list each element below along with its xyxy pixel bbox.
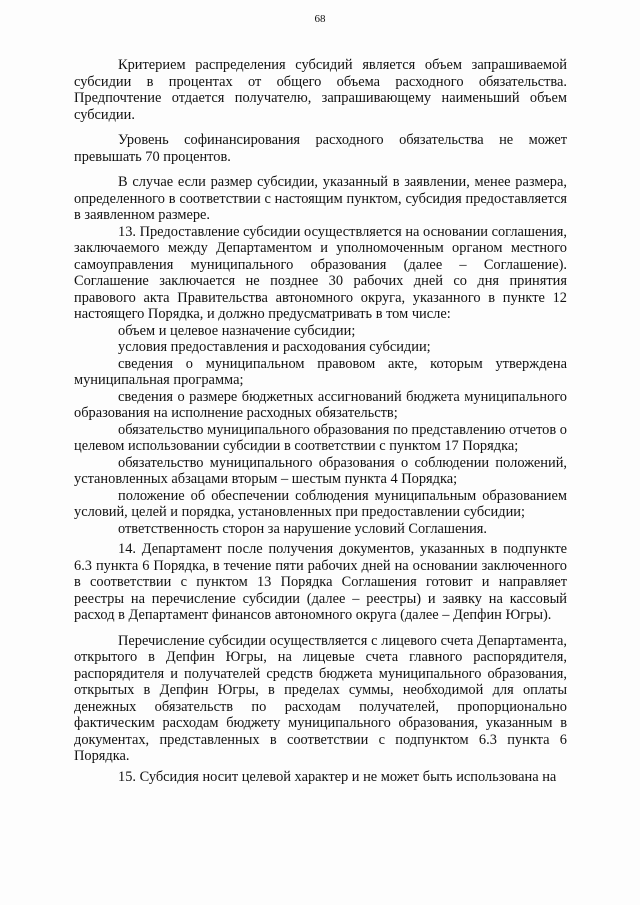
document-body — [74, 57, 567, 785]
paragraph-selection-criterion: Критерием распределения субсидий является объем запрашиваемой субсидии в процентах от общего объема расходного обязательства. Предпочтение отдается получателю, запрашивающему наименьший объем субсидии. — [74, 57, 567, 123]
list-item-conditions: условия предоставления и расходования субсидии; — [118, 339, 431, 355]
list-item-budget-allocations: сведения о размере бюджетных ассигнований бюджета муниципального образования на исполнение расходных обязательств; — [74, 388, 567, 421]
paragraph-requested-amount: В случае если размер субсидии, указанный в заявлении, менее размера, определенного в соответствии с настоящим пунктом, субсидия предоставляется в заявленном размере. — [74, 174, 567, 223]
list-item-liability: ответственность сторон за нарушение условий Соглашения. — [118, 520, 487, 537]
paragraph-item-14: 14. Департамент после получения документов, указанных в подпункте 6.3 пункта 6 Порядка, в течение пяти рабочих дней на основании заключенного в соответствии с пунктом 13 Порядка Соглашения готовит и направляет реестры на перечисление субсидии (далее – реестры) и заявку на кассовый расход в Департамент финансов автономного округа (далее – Депфин Югры). — [74, 541, 567, 623]
list-item-enforcement-provision: положение об обеспечении соблюдения муниципальным образованием условий, целей и порядка, установленных при предоставлении субсидии; — [74, 487, 567, 520]
paragraph-cofinancing-level: Уровень софинансирования расходного обязательства не может превышать 70 процентов. — [74, 132, 567, 165]
page-number: 68 — [314, 13, 326, 25]
paragraph-item-15: 15. Субсидия носит целевой характер и не может быть использована на — [118, 768, 557, 785]
list-item-compliance-obligation: обязательство муниципального образования о соблюдении положений, установленных абзацами вторым – шестым пункта 4 Порядка; — [74, 454, 567, 487]
list-item-reporting-obligation: обязательство муниципального образования по представлению отчетов о целевом использовании субсидии в соответствии с пунктом 17 Порядка; — [74, 421, 567, 454]
paragraph-item-13: 13. Предоставление субсидии осуществляется на основании соглашения, заключаемого между Департаментом и уполномоченным органом местного самоуправления муниципального образования (далее – Соглашение). Соглашение заключается не позднее 30 рабочих дней со дня принятия правового акта Правительства автономного округа, указанного в пункте 12 настоящего Порядка, и должно предусматривать в том числе: — [74, 223, 567, 322]
list-item-purpose: объем и целевое назначение субсидии; — [118, 322, 356, 339]
list-item-legal-act: сведения о муниципальном правовом акте, которым утверждена муниципальная программа; — [74, 355, 567, 388]
paragraph-transfer: Перечисление субсидии осуществляется с лицевого счета Департамента, открытого в Депфин Югры, на лицевые счета главного распорядителя, распорядителя и получателей средств бюджета муниципального образования, открытых в Депфин Югры, в пределах суммы, необходимой для оплаты денежных обязательств по расходам получателей, пропорционально фактическим расходам бюджету муниципального образования, указанным в документах, представленных в соответствии с подпунктом 6.3 пункта 6 Порядка. — [74, 632, 567, 764]
